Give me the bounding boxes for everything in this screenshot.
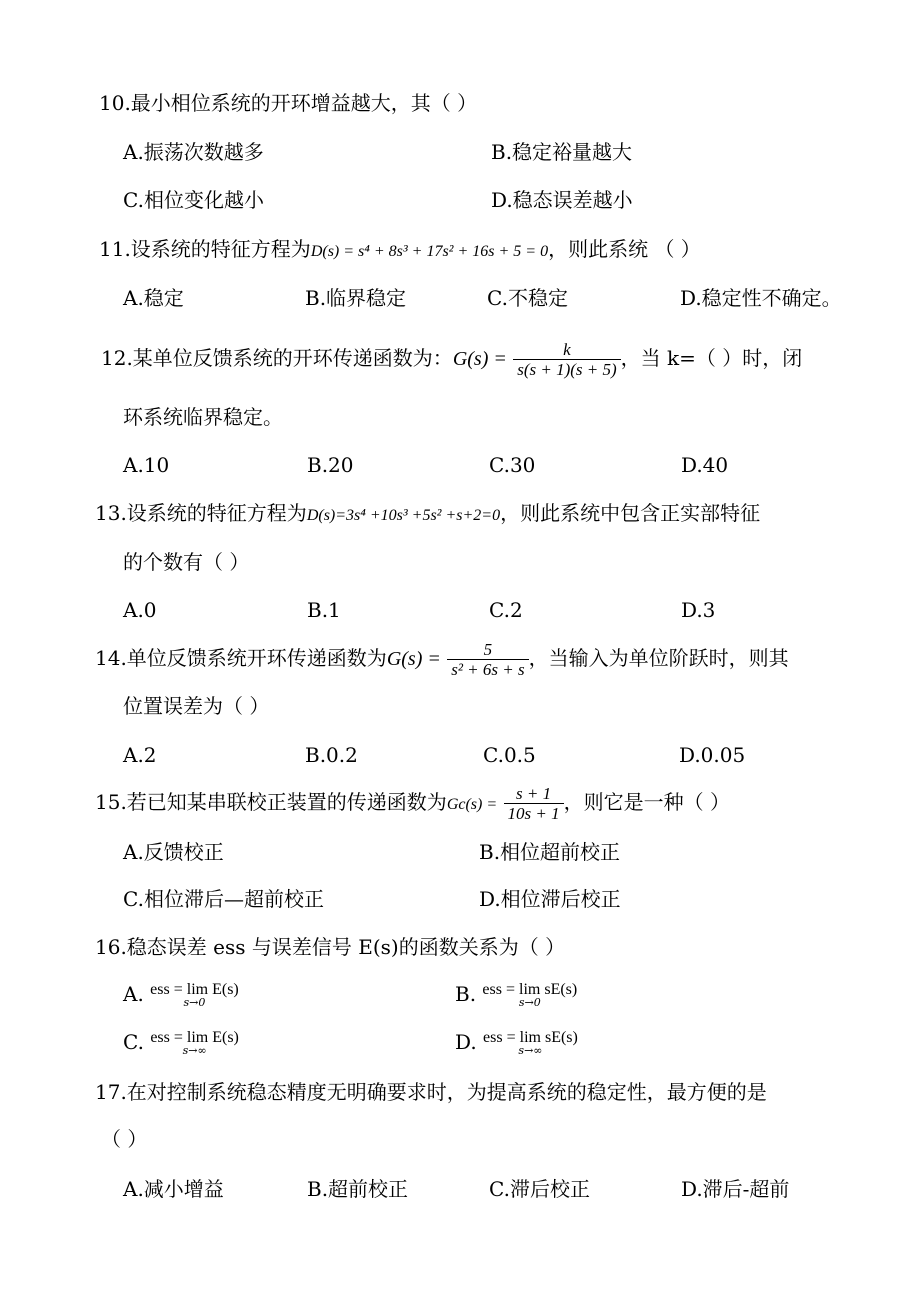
q16-option-a-label: A. [123,982,144,1006]
q16-option-d-limit [483,1028,578,1057]
q13-option-b: B.1 [307,598,341,622]
q12-stem-continued: 环系统临界稳定。 [123,405,283,429]
q16-option-a-subscript: s→0 [183,995,206,1009]
q16-option-b-expr: ess = lim sE(s) [482,980,578,998]
q11-option-b: B.临界稳定 [305,286,407,310]
q13-option-a: A.0 [123,598,157,622]
q10-option-c: C.相位变化越小 [123,188,264,212]
q15-option-c: C.相位滞后—超前校正 [123,887,324,911]
q14-option-a: A.2 [123,743,157,767]
q10-option-a: A.振荡次数越多 [123,140,264,164]
q16-option-d-label: D. [455,1030,477,1054]
q12-fraction [513,340,620,379]
q16-stem: 16.稳态误差 ess 与误差信号 E(s)的函数关系为（ ） [95,935,566,959]
q15-lhs: Gc(s) = [446,796,498,813]
q16-option-c-label: C. [123,1030,144,1054]
q17-stem: 17.在对控制系统稳态精度无明确要求时，为提高系统的稳定性，最方便的是 [95,1080,767,1104]
q11-option-a: A.稳定 [123,286,184,310]
q14-option-b: B.0.2 [305,743,358,767]
q15-option-d: D.相位滞后校正 [479,887,621,911]
q16-option-d-expr: ess = lim sE(s) [483,1028,578,1046]
q12-option-c: C.30 [489,453,536,477]
q11-option-d: D.稳定性不确定。 [680,286,842,310]
q13-stem-post: ，则此系统中包含正实部特征 [500,501,761,525]
q13-equation: D(s)=3s⁴ +10s³ +5s² +s+2=0 [306,507,501,524]
q13-stem [95,498,760,528]
q16-option-b-subscript: s→0 [518,995,541,1009]
q16-option-b [455,976,577,1012]
q12-denominator: s(s + 1)(s + 5) [517,360,617,379]
q11-stem [99,234,701,264]
q12-stem-post: ，当 k=（ ）时，闭 [620,346,803,370]
q15-stem [95,780,730,824]
q15-numerator: s + 1 [504,784,564,804]
q11-stem-pre: 11.设系统的特征方程为 [99,237,311,261]
q14-stem [95,636,789,680]
q16-option-c-expr: ess = lim E(s) [150,1028,239,1046]
q16-option-d-subscript: s→∞ [518,1043,543,1057]
q14-denominator: s² + 6s + s [451,660,525,679]
q15-stem-pre: 15.若已知某串联校正装置的传递函数为 [95,790,447,814]
q14-option-d: D.0.05 [679,743,746,767]
q14-stem-continued: 位置误差为（ ） [123,694,270,718]
q16-option-b-label: B. [455,982,477,1006]
q17-option-b: B.超前校正 [307,1177,409,1201]
q12-option-a: A.10 [123,453,170,477]
q10-option-d: D.稳态误差越小 [491,188,633,212]
q14-fraction [447,640,528,679]
q15-fraction [504,784,564,823]
q12-numerator: k [513,340,620,360]
q10-option-b: B.稳定裕量越大 [491,140,633,164]
q12-stem-pre: 12.某单位反馈系统的开环传递函数为： [101,346,453,370]
q17-option-c: C.滞后校正 [489,1177,590,1201]
q16-option-a-expr: ess = lim E(s) [150,980,239,998]
q14-stem-pre: 14.单位反馈系统开环传递函数为 [95,646,387,670]
q10-stem: 10.最小相位系统的开环增益越大，其（ ） [99,91,478,115]
q13-stem-pre: 13.设系统的特征方程为 [95,501,307,525]
q17-option-d: D.滞后-超前 [681,1177,790,1201]
q17-stem-continued: （ ） [101,1127,148,1151]
q13-option-c: C.2 [489,598,523,622]
q13-stem-continued: 的个数有（ ） [123,550,250,574]
q15-denominator: 10s + 1 [507,804,560,823]
q11-option-c: C.不稳定 [487,286,568,310]
q12-stem [101,338,802,378]
q15-option-b: B.相位超前校正 [479,840,621,864]
q17-option-a: A.减小增益 [123,1177,224,1201]
q16-option-c [123,1024,239,1060]
q14-lhs: G(s) = [386,648,441,670]
q14-stem-post: ，当输入为单位阶跃时，则其 [528,646,789,670]
q11-stem-post: ，则此系统 （ ） [548,237,701,261]
q14-option-c: C.0.5 [483,743,536,767]
q14-numerator: 5 [447,640,528,660]
q15-stem-post: ，则它是一种（ ） [563,790,730,814]
q15-option-a: A.反馈校正 [123,840,224,864]
q16-option-c-limit [150,1028,239,1057]
q16-option-a [123,976,239,1012]
q16-option-d [455,1024,578,1060]
q13-option-d: D.3 [681,598,716,622]
q16-option-b-limit [482,980,578,1009]
q16-option-c-subscript: s→∞ [182,1043,207,1057]
q16-option-a-limit [150,980,239,1009]
q12-option-b: B.20 [307,453,354,477]
q11-equation: D(s) = s⁴ + 8s³ + 17s² + 16s + 5 = 0 [310,243,549,260]
q12-option-d: D.40 [681,453,729,477]
q12-lhs: G(s) = [452,348,507,370]
